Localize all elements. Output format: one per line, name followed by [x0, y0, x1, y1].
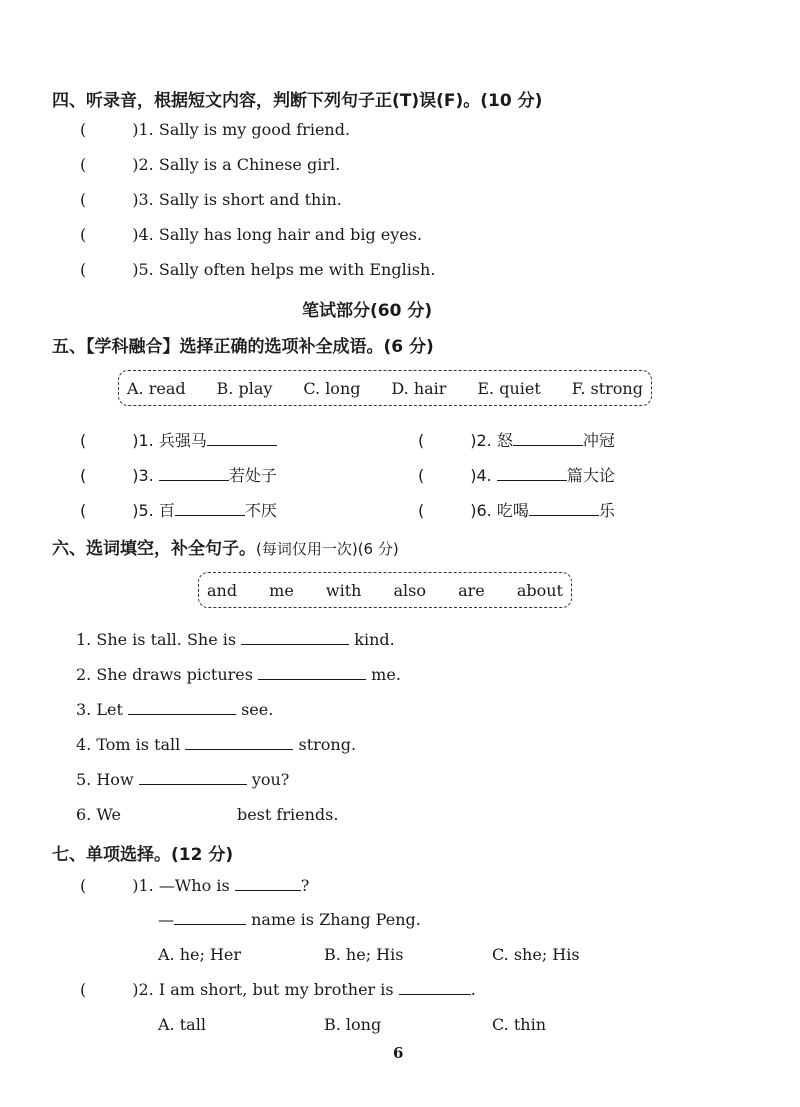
- sentence-end: strong.: [298, 735, 357, 754]
- answer-blank[interactable]: [258, 665, 366, 680]
- statement-text: 3. Sally is short and thin.: [138, 190, 342, 209]
- sentence-end: best friends.: [236, 805, 339, 824]
- open-paren: (: [80, 190, 87, 209]
- question-2-text: 2. I am short, but my brother is: [138, 980, 394, 999]
- page-number: 6: [393, 1044, 404, 1062]
- sentence-start: 5. How: [76, 770, 134, 789]
- word-me: me: [269, 580, 294, 600]
- sentence-start: 6. We: [76, 805, 121, 824]
- question-1-text: 1. —Who is: [138, 876, 230, 895]
- q1-option-c: C. she; His: [492, 945, 580, 964]
- sentence-end: me.: [371, 665, 401, 684]
- list-item: [80, 225, 422, 244]
- question-1: ( )1. —Who is ?: [80, 876, 310, 895]
- list-item: [76, 805, 338, 824]
- idiom-prefix: 2. 怒: [476, 431, 513, 450]
- sentence-start: 2. She draws pictures: [76, 665, 253, 684]
- q1-option-b: B. he; His: [324, 945, 404, 964]
- answer-blank[interactable]: [174, 910, 246, 925]
- open-paren: (: [80, 120, 87, 139]
- open-paren: (: [80, 225, 87, 244]
- sentence-end: you?: [251, 770, 290, 789]
- statement-text: 2. Sally is a Chinese girl.: [138, 155, 341, 174]
- option-f: F. strong: [571, 378, 643, 398]
- list-item: ( )6. 吃喝 乐: [418, 501, 615, 520]
- section-6-title-text: 六、选词填空，补全句子。: [52, 539, 256, 559]
- dash: —: [158, 910, 174, 929]
- word-bank-box: [198, 572, 572, 608]
- idiom-prefix: 3.: [138, 466, 159, 485]
- word-with: with: [325, 580, 362, 600]
- answer-blank[interactable]: [497, 466, 567, 481]
- idiom-prefix: 1. 兵强马: [138, 431, 207, 450]
- option-e: E. quiet: [477, 378, 541, 398]
- idiom-suffix: 乐: [598, 501, 615, 520]
- answer-blank[interactable]: [185, 735, 293, 750]
- list-item: [80, 260, 435, 279]
- section-7-title: 七、单项选择。(12 分): [52, 845, 234, 865]
- section-6-title: [52, 534, 399, 559]
- options-box: [118, 370, 652, 406]
- option-b: B. play: [216, 378, 273, 398]
- list-item: ( )5. 百 不厌: [80, 501, 277, 520]
- answer-blank[interactable]: [529, 501, 599, 516]
- list-item: [76, 630, 395, 649]
- idiom-prefix: 5. 百: [138, 501, 175, 520]
- q1-option-a: A. he; Her: [158, 945, 242, 964]
- section-4-title: 四、听录音，根据短文内容，判断下列句子正(T)误(F)。(10 分): [52, 91, 543, 111]
- list-item: [76, 665, 401, 684]
- question-1-line-2: [158, 910, 421, 929]
- idiom-prefix: 6. 吃喝: [476, 501, 529, 520]
- question-2: ( )2. I am short, but my brother is .: [80, 980, 476, 999]
- list-item: [76, 770, 289, 789]
- list-item: [80, 190, 342, 209]
- statement-text: 5. Sally often helps me with English.: [138, 260, 436, 279]
- idiom-suffix: 若处子: [228, 466, 277, 485]
- answer-blank[interactable]: [159, 466, 229, 481]
- word-about: about: [516, 580, 563, 600]
- open-paren: (: [80, 260, 87, 279]
- list-item: [76, 700, 273, 719]
- statement-text: 1. Sally is my good friend.: [138, 120, 351, 139]
- answer-blank[interactable]: [241, 630, 349, 645]
- open-paren: (: [80, 155, 87, 174]
- sentence-start: 1. She is tall. She is: [76, 630, 237, 649]
- close-paren: ): [132, 225, 139, 244]
- answer-blank[interactable]: [175, 501, 245, 516]
- list-item: [76, 735, 356, 754]
- question-1-end: ?: [300, 876, 310, 895]
- answer-blank[interactable]: [207, 431, 277, 446]
- sentence-end: see.: [241, 700, 274, 719]
- close-paren: ): [132, 190, 139, 209]
- option-d: D. hair: [391, 378, 447, 398]
- q2-option-c: C. thin: [492, 1015, 546, 1034]
- idiom-suffix: 篇大论: [566, 466, 615, 485]
- word-are: are: [458, 580, 485, 600]
- idiom-suffix: 不厌: [244, 501, 277, 520]
- answer-blank[interactable]: [235, 876, 301, 891]
- idiom-suffix: 冲冠: [582, 431, 615, 450]
- word-also: also: [393, 580, 427, 600]
- option-a: A. read: [127, 378, 186, 398]
- sentence-end: kind.: [354, 630, 395, 649]
- sentence-start: 4. Tom is tall: [76, 735, 181, 754]
- sentence-start: 3. Let: [76, 700, 123, 719]
- option-c: C. long: [303, 378, 361, 398]
- list-item: ( )2. 怒 冲冠: [418, 431, 615, 450]
- close-paren: ): [132, 260, 139, 279]
- section-6-note: (每词仅用一次)(6 分): [256, 540, 399, 558]
- list-item: ( )1. 兵强马: [80, 428, 277, 451]
- close-paren: ): [132, 120, 139, 139]
- list-item: [80, 155, 340, 174]
- answer-blank[interactable]: [128, 700, 236, 715]
- answer-blank[interactable]: [399, 980, 471, 995]
- word-and: and: [207, 580, 238, 600]
- idiom-prefix: 4.: [476, 466, 497, 485]
- answer-blank[interactable]: [513, 431, 583, 446]
- list-item: [80, 120, 350, 139]
- list-item: ( )4. 篇大论: [418, 466, 615, 485]
- list-item: ( )3. 若处子: [80, 466, 277, 485]
- section-5-title: 五、【学科融合】选择正确的选项补全成语。(6 分): [52, 337, 434, 357]
- close-paren: ): [132, 155, 139, 174]
- written-part-heading: 笔试部分(60 分): [302, 301, 433, 321]
- question-1-line-2-text: name is Zhang Peng.: [251, 910, 421, 929]
- q2-option-a: A. tall: [158, 1015, 206, 1034]
- question-2-end: .: [470, 980, 476, 999]
- statement-text: 4. Sally has long hair and big eyes.: [138, 225, 423, 244]
- answer-blank[interactable]: [139, 770, 247, 785]
- q2-option-b: B. long: [324, 1015, 382, 1034]
